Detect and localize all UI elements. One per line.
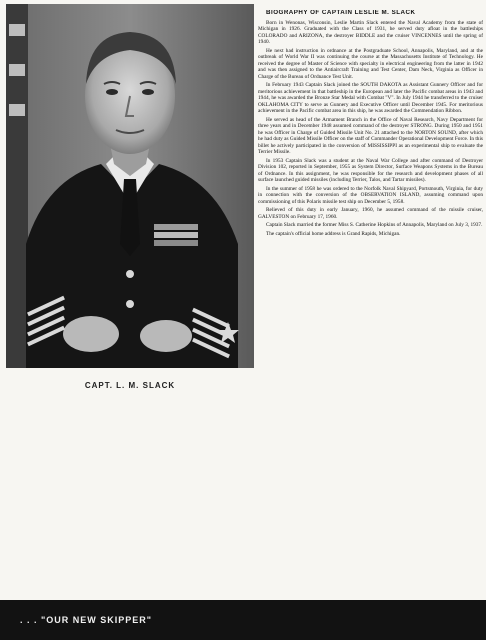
portrait-illustration xyxy=(6,4,254,368)
footer-bar xyxy=(0,600,486,640)
biography-paragraph: In February 1943 Captain Slack joined the SOUTH DAKOTA as Assistant Gunnery Officer and for meritorious achievement in that battleship in the European and later the Pacific combat areas in 1943 and 1944, he was awarded the Bronze Star Medal with Combat "V". In July 1944 he transferred to the cruiser OKLAHOMA CITY to serve as Gunnery and Executive Officer until December 1945. For meritorious achievement in the Pacific combat area in this ship, he was awarded the Commendation Ribbon. xyxy=(258,82,483,114)
biography-paragraph: Relieved of this duty in early January, 1960, he assumed command of the missile cruiser, GALVESTON on February 17, 1960. xyxy=(258,207,483,220)
biography-paragraph: Born in Wenonas, Wisconsin, Leslie Martin Slack entered the Naval Academy from the state of Michigan in 1926. Graduated with the Class of 1931, he served duty afloat in the battleships COLORADO and ARIZONA, the destroyer BIDDLE and the cruiser VINCENNES until the spring of 1940. xyxy=(258,19,483,45)
portrait-photo xyxy=(6,4,254,368)
biography-paragraph: In 1953 Captain Slack was a student at the Naval War College and after command of Destroyer Division 102, reported in September, 1955 as System Director, Surface Weapons Systems in the Bureau of Ordnance. In this assignment, he was responsible for the research and development phases of all surface launched guided missiles (including Terrier, Talos, and Tartar missiles). xyxy=(258,157,483,183)
biography-paragraph: The captain's official home address is Grand Rapids, Michigan. xyxy=(266,230,401,237)
biography-paragraph: Captain Slack married the former Miss S. Catherine Hopkins of Annapolis, Maryland on July 3, 1937. xyxy=(266,222,483,228)
photo-caption: CAPT. L. M. SLACK xyxy=(84,381,176,390)
biography-paragraph: He served as head of the Armament Branch in the Office of Naval Research, Navy Department for three years and in December 1948 assumed command of the destroyer STRONG. During 1950 and 1951 he was Officer in Charge of Guided Missile Unit No. 21 attached to the NORTON SOUND, after which he had duty as Guided Missile Officer on the staff of Commander Operational Development Force. In this billet he actively participated in the conversion of MISSISSIPPI as an experimental ship to evaluate the Terrier Missile. xyxy=(258,116,483,155)
biography-title: BIOGRAPHY OF CAPTAIN LESLIE M. SLACK xyxy=(266,10,416,16)
biography-column xyxy=(258,10,483,450)
biography-paragraph: In the summer of 1958 he was ordered to the Norfolk Naval Shipyard, Portsmouth, Virginia, for duty in connection with the conversion of the OBSERVATION ISLAND, assuming command upon commissioning of this Polaris missile test ship on December 5, 1958. xyxy=(258,185,483,205)
biography-paragraph: He next had instruction in ordnance at the Postgraduate School, Annapolis, Maryland, and at the outbreak of World War II was continuing the course at the Massachusetts Institute of Technology. He received the degree of Master of Science with specialty in electrical engineering from the latter in 1942 and was then assigned to the Antiaircraft Training and Test Center, Dam Neck, Virginia as Officer in Charge of the Bureau of Ordnance Test Unit. xyxy=(258,47,483,80)
footer-text: . . . "OUR NEW SKIPPER" xyxy=(20,615,153,625)
